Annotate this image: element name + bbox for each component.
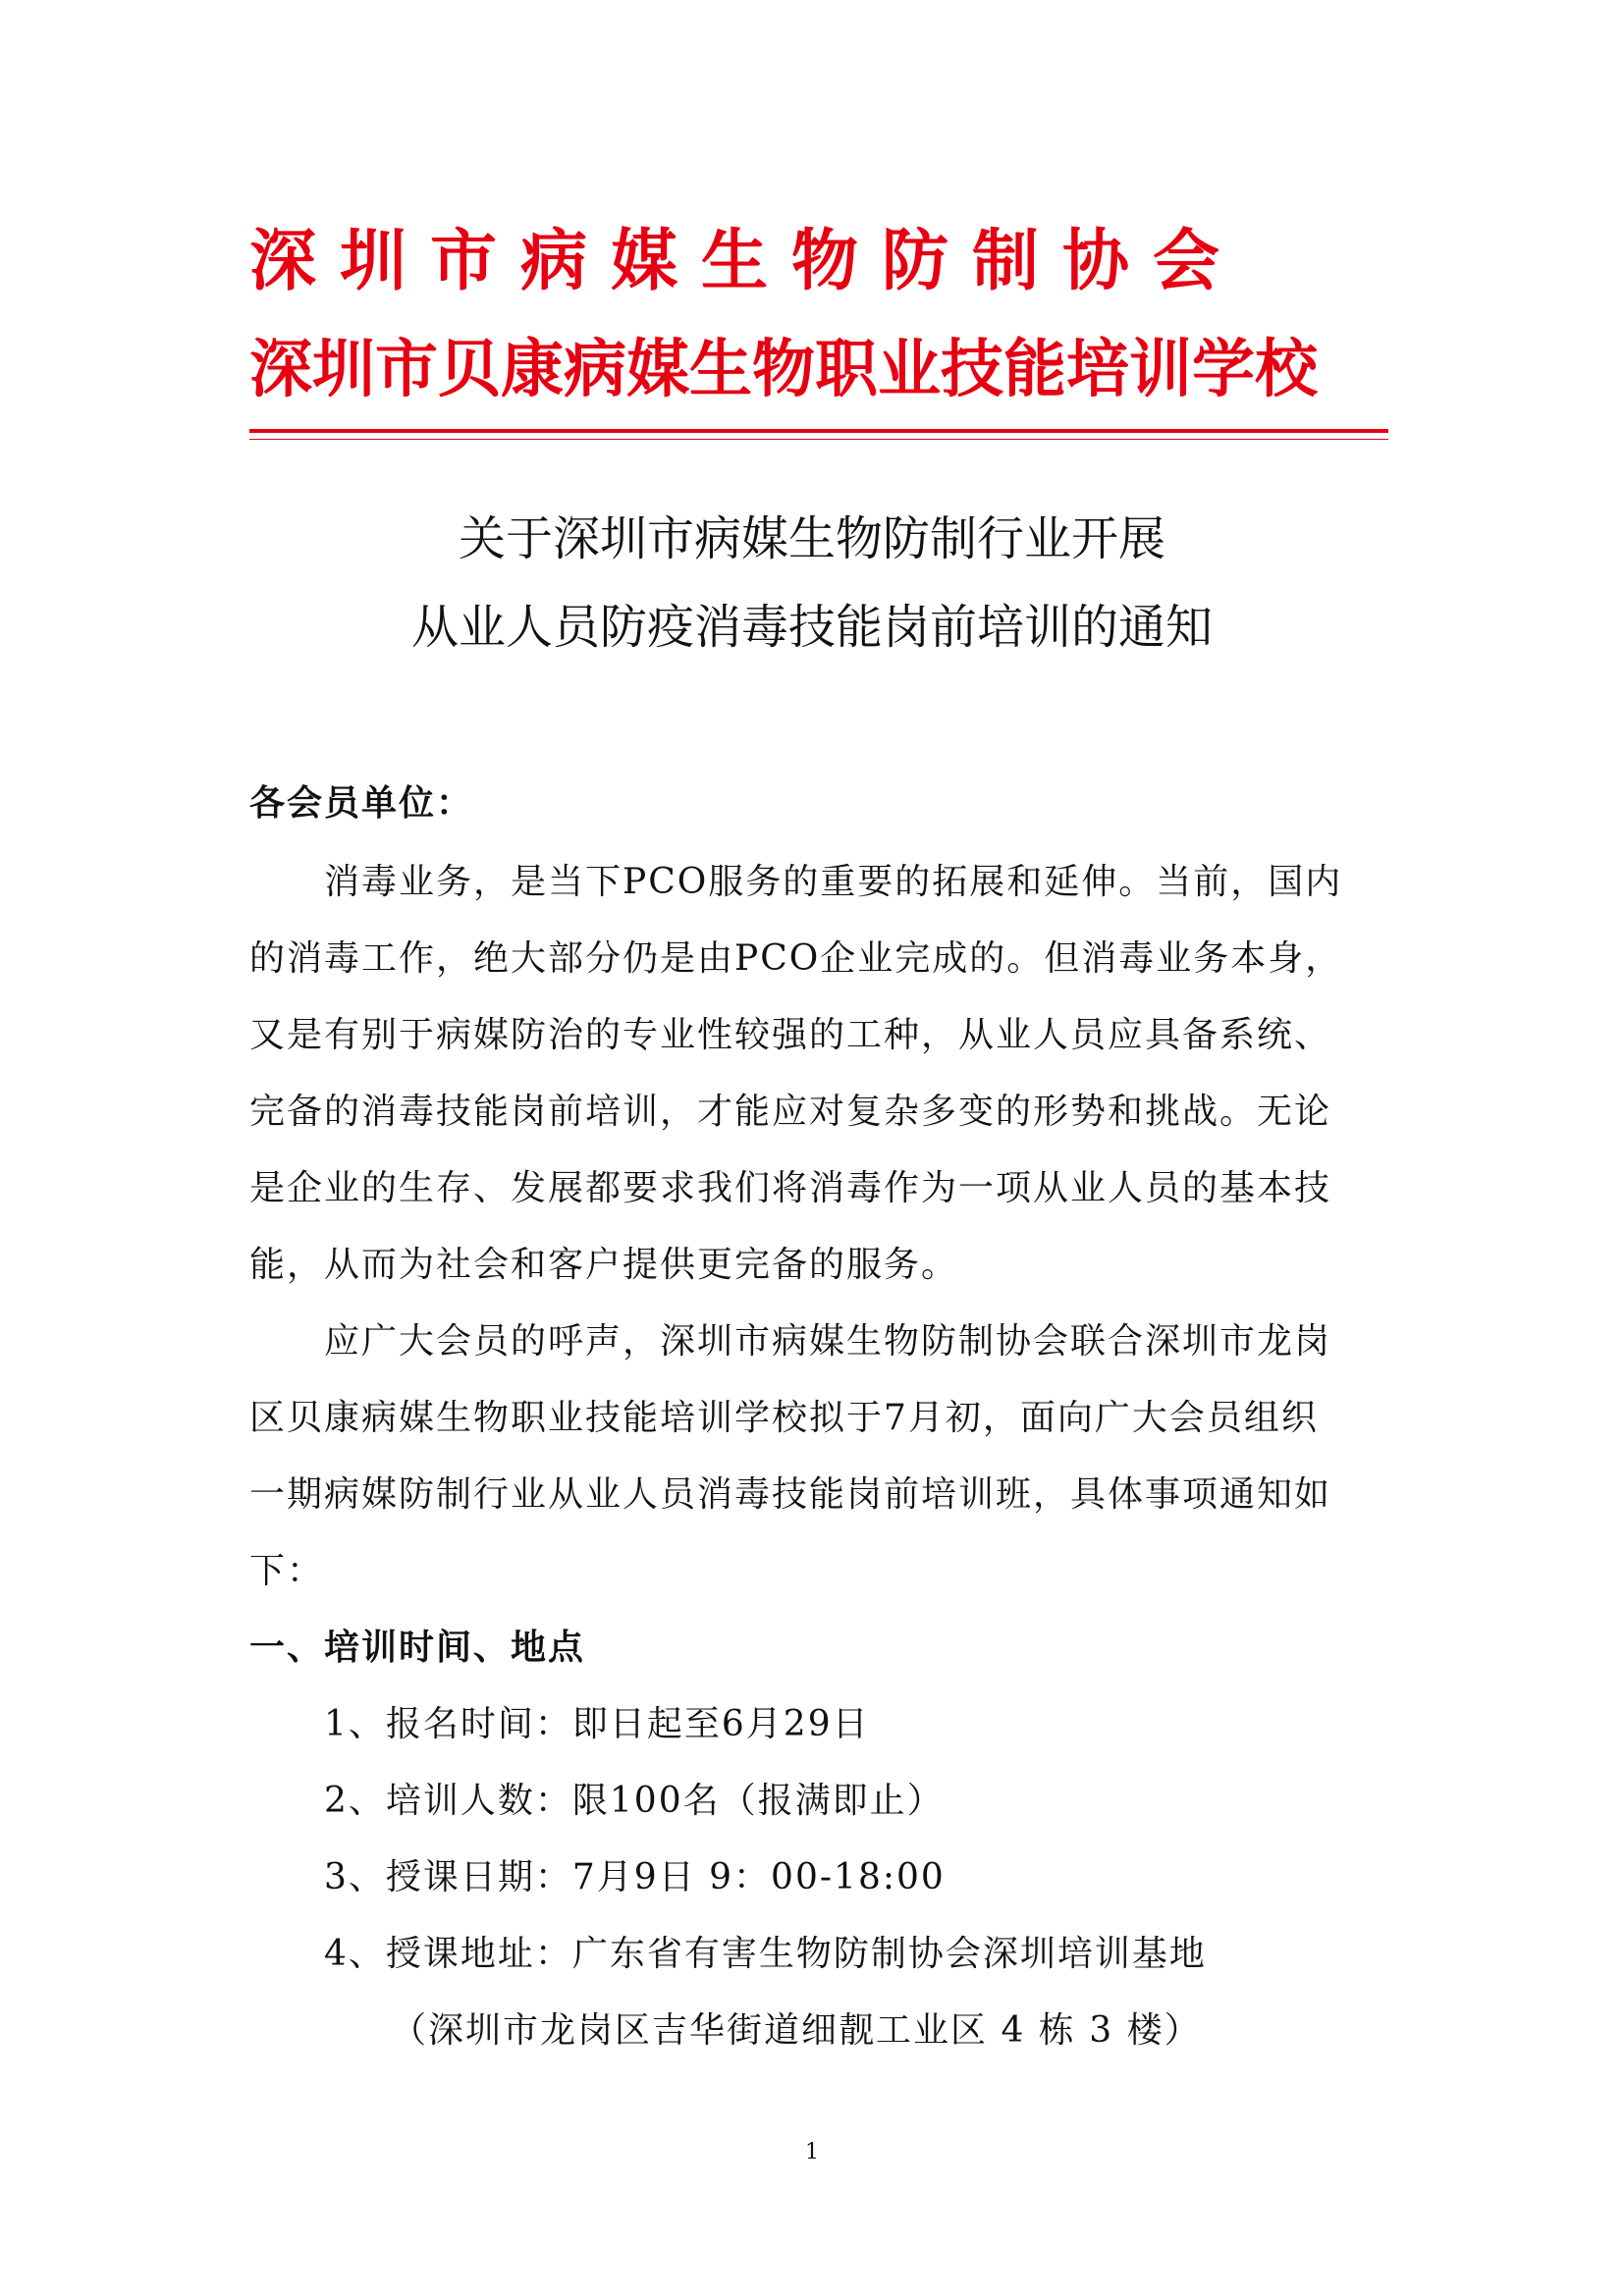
section-1-heading: 一、培训时间、地点 — [249, 1628, 586, 1668]
org-name-school: 深圳市贝康病媒生物职业技能培训学校 — [249, 334, 1318, 406]
document-title-line-1: 关于深圳市病媒生物防制行业开展 — [458, 511, 1165, 566]
section-1-address-detail: （深圳市龙岗区吉华街道细靓工业区 4 栋 3 楼） — [391, 2010, 1202, 2051]
section-1-item: 1、报名时间：即日起至6月29日 — [324, 1704, 870, 1744]
paragraph-2-line: 下： — [249, 1551, 325, 1591]
page-number: 1 — [805, 2140, 819, 2164]
section-1-item: 4、授课地址：广东省有害生物防制协会深圳培训基地 — [324, 1934, 1207, 1974]
document-title-line-2: 从业人员防疫消毒技能岗前培训的通知 — [410, 600, 1213, 655]
paragraph-2-line: 区贝康病媒生物职业技能培训学校拟于7月初，面向广大会员组织 — [249, 1398, 1319, 1438]
paragraph-1-line: 能，从而为社会和客户提供更完备的服务。 — [249, 1245, 959, 1285]
paragraph-1-line: 的消毒工作，绝大部分仍是由PCO企业完成的。但消毒业务本身， — [249, 938, 1343, 979]
paragraph-1-line: 完备的消毒技能岗前培训，才能应对复杂多变的形势和挑战。无论 — [249, 1092, 1332, 1132]
salutation: 各会员单位： — [249, 783, 474, 824]
paragraph-1-line: 是企业的生存、发展都要求我们将消毒作为一项从业人员的基本技 — [249, 1168, 1332, 1208]
paragraph-2-line: 一期病媒防制行业从业人员消毒技能岗前培训班，具体事项通知如 — [249, 1474, 1332, 1515]
org-name-association: 深圳市病媒生物防制协会 — [249, 223, 1244, 300]
paragraph-2-line: 应广大会员的呼声，深圳市病媒生物防制协会联合深圳市龙岗 — [324, 1321, 1332, 1362]
header-divider-thin — [249, 439, 1388, 440]
section-1-item: 3、授课日期：7月9日 9：00-18:00 — [324, 1857, 946, 1897]
paragraph-1-line: 又是有别于病媒防治的专业性较强的工种，从业人员应具备系统、 — [249, 1015, 1332, 1055]
section-1-item: 2、培训人数：限100名（报满即止） — [324, 1781, 945, 1821]
paragraph-1-line: 消毒业务，是当下PCO服务的重要的拓展和延伸。当前，国内 — [324, 862, 1343, 902]
header-divider-thick — [249, 429, 1388, 433]
